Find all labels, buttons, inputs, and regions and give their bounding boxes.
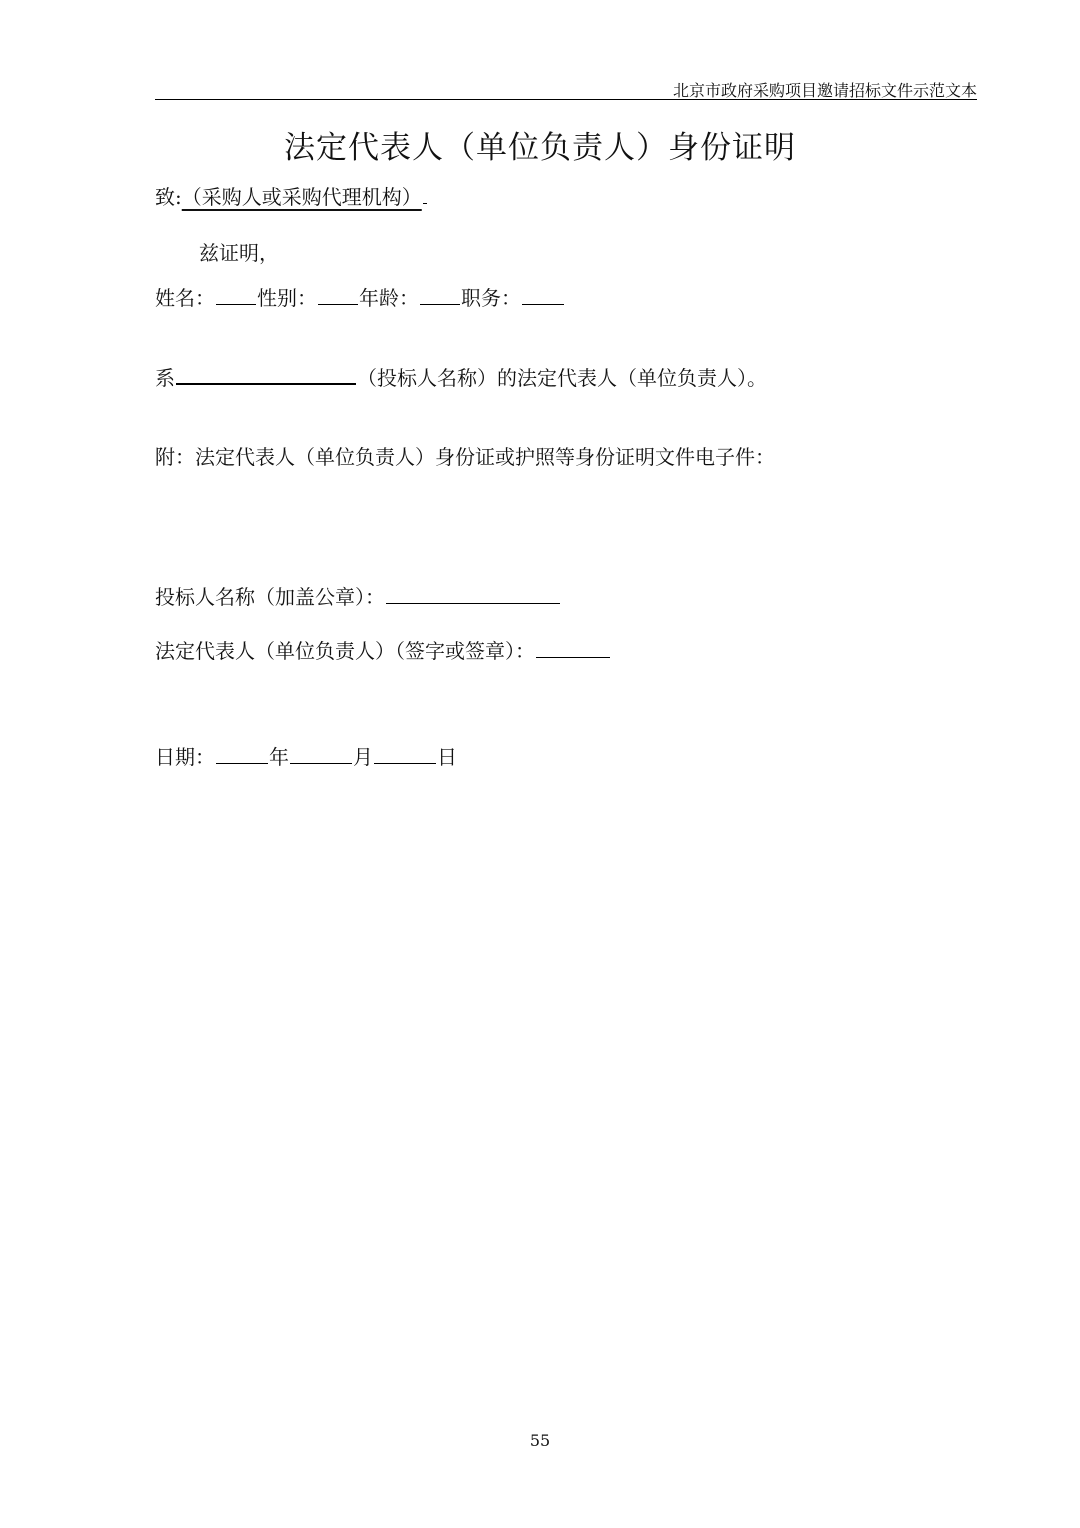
signature-label: 法定代表人（单位负责人）（签字或签章）： <box>155 639 535 663</box>
gender-label: 性别： <box>257 286 317 310</box>
intro-text: 兹证明， <box>199 241 279 265</box>
age-blank[interactable] <box>420 284 460 305</box>
signature-line <box>155 635 611 664</box>
page-number: 55 <box>529 1431 551 1450</box>
recipient-label: 致: <box>155 185 182 209</box>
recipient-line <box>155 181 428 210</box>
document-title: 法定代表人（单位负责人）身份证明 <box>284 130 796 166</box>
day-label: 日 <box>437 745 457 769</box>
year-blank[interactable] <box>216 743 268 764</box>
date-label: 日期： <box>155 745 215 769</box>
person-info-line <box>155 282 565 311</box>
bidder-stamp-label: 投标人名称（加盖公章）： <box>155 585 385 609</box>
month-blank[interactable] <box>290 743 352 764</box>
day-blank[interactable] <box>374 743 436 764</box>
affiliation-line <box>155 362 767 391</box>
bidder-stamp-blank[interactable] <box>386 583 560 604</box>
name-label: 姓名： <box>155 286 215 310</box>
recipient-underline-tail <box>423 183 427 204</box>
position-label: 职务： <box>461 286 521 310</box>
signature-blank[interactable] <box>536 637 610 658</box>
affiliation-prefix: 系 <box>155 366 175 390</box>
attachment-note: 附：法定代表人（单位负责人）身份证或护照等身份证明文件电子件： <box>155 445 775 469</box>
year-label: 年 <box>269 745 289 769</box>
month-label: 月 <box>353 745 373 769</box>
gender-blank[interactable] <box>318 284 358 305</box>
date-line <box>155 741 457 770</box>
position-blank[interactable] <box>522 284 564 305</box>
bidder-name-blank[interactable] <box>176 363 356 385</box>
name-blank[interactable] <box>216 284 256 305</box>
affiliation-suffix: （投标人名称）的法定代表人（单位负责人）。 <box>357 366 767 390</box>
running-header: 北京市政府采购项目邀请招标文件示范文本 <box>672 81 977 100</box>
bidder-stamp-line <box>155 581 561 610</box>
recipient-field[interactable]: （采购人或采购代理机构） <box>181 185 422 209</box>
age-label: 年龄： <box>359 286 419 310</box>
header-rule <box>155 99 977 100</box>
